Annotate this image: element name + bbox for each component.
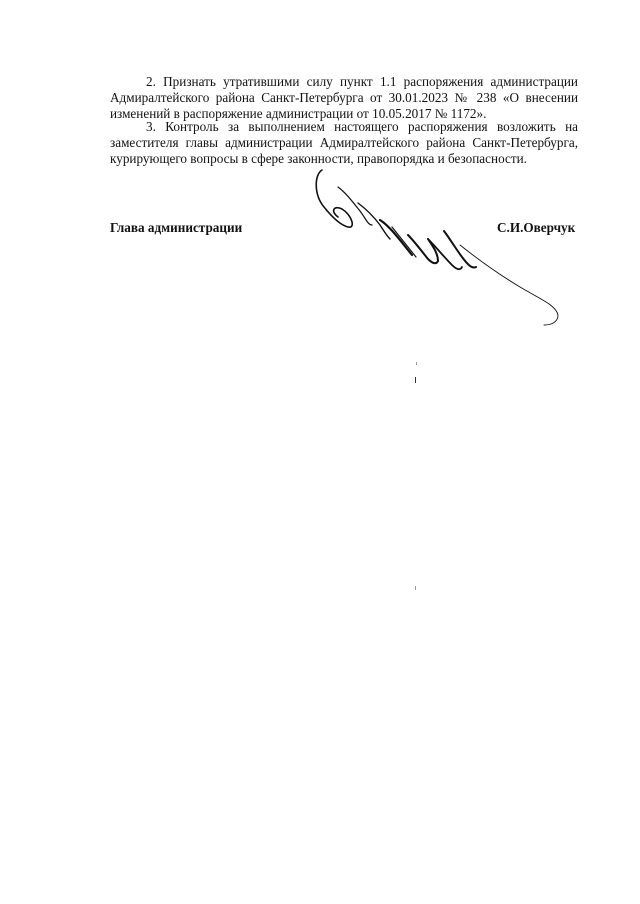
paragraph-number: 2. <box>146 74 156 89</box>
paragraph-number: 3. <box>146 119 156 134</box>
paragraph-text: Признать утратившими силу пункт 1.1 распоряжения администрации Адмиралтейского района Санкт-Петербурга от 30.01.2023 № 238 «О внесении изменений в распоряжение администрации от 10.05.2017 № 1172». <box>110 74 578 122</box>
scan-artifact <box>416 362 417 365</box>
paragraph-3 <box>110 119 578 168</box>
handwritten-signature-icon <box>300 165 580 335</box>
paragraph-2 <box>110 74 578 123</box>
paragraph-text: Контроль за выполнением настоящего распоряжения возложить на заместителя главы администрации Адмиралтейского района Санкт-Петербурга, курирующего вопросы в сфере законности, правопорядка и безопасности. <box>110 119 579 167</box>
signatory-title: Глава администрации <box>110 220 243 235</box>
signatory-name: С.И.Оверчук <box>497 220 576 235</box>
scan-artifact <box>415 377 416 383</box>
scan-artifact <box>415 586 416 590</box>
